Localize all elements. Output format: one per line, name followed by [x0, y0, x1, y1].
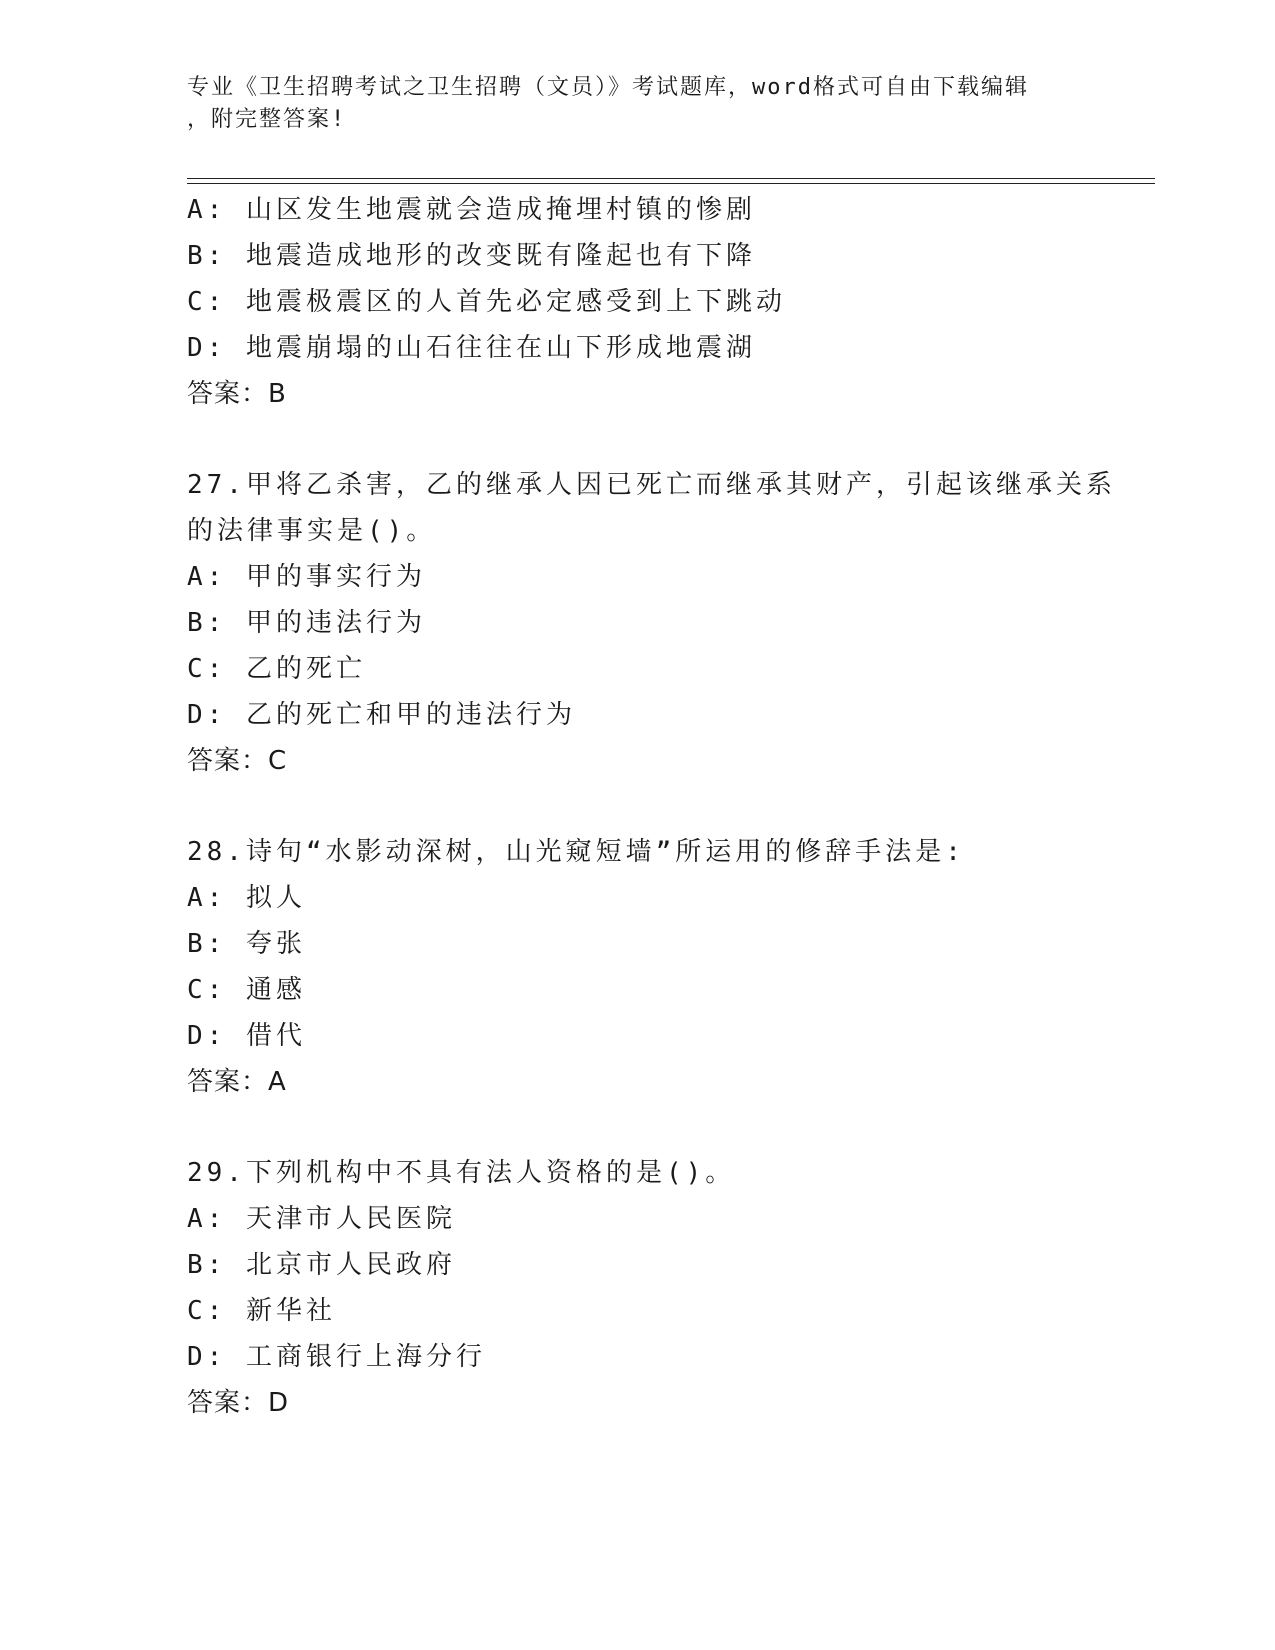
header-title-line2: ，附完整答案! — [187, 107, 347, 132]
question-text-line2: 的法律事实是()。 — [187, 516, 437, 546]
option-d: D: 借代 — [187, 1021, 306, 1051]
option-b: B: 甲的违法行为 — [187, 608, 426, 638]
document-header — [187, 72, 1067, 136]
question-27 — [187, 462, 1116, 784]
question-text: 29.下列机构中不具有法人资格的是()。 — [187, 1158, 736, 1188]
question-26 — [187, 187, 1087, 417]
option-d: D: 乙的死亡和甲的违法行为 — [187, 700, 576, 730]
question-28 — [187, 829, 1087, 1105]
answer: 答案：C — [187, 746, 288, 776]
answer: 答案：A — [187, 1067, 287, 1097]
option-c: C: 通感 — [187, 975, 306, 1005]
option-a: A: 天津市人民医院 — [187, 1204, 456, 1234]
option-b: B: 北京市人民政府 — [187, 1250, 456, 1280]
option-c: C: 地震极震区的人首先必定感受到上下跳动 — [187, 287, 786, 317]
option-a: A: 甲的事实行为 — [187, 562, 426, 592]
question-29 — [187, 1150, 1087, 1426]
option-d: D: 工商银行上海分行 — [187, 1342, 486, 1372]
option-a: A: 拟人 — [187, 883, 306, 913]
question-list — [187, 187, 1116, 1426]
option-d: D: 地震崩塌的山石往往在山下形成地震湖 — [187, 333, 756, 363]
header-divider-bottom — [187, 183, 1155, 184]
header-title-line1: 专业《卫生招聘考试之卫生招聘（文员）》考试题库，word格式可自由下载编辑 — [187, 75, 1029, 100]
option-b: B: 地震造成地形的改变既有隆起也有下降 — [187, 241, 756, 271]
option-a: A: 山区发生地震就会造成掩埋村镇的惨剧 — [187, 195, 756, 225]
question-text: 28.诗句“水影动深树，山光窥短墙”所运用的修辞手法是: — [187, 837, 965, 867]
answer: 答案：B — [187, 379, 287, 409]
header-divider-top — [187, 178, 1155, 179]
question-text-line1: 27.甲将乙杀害，乙的继承人因已死亡而继承其财产，引起该继承关系 — [187, 470, 1116, 500]
option-c: C: 乙的死亡 — [187, 654, 366, 684]
option-b: B: 夸张 — [187, 929, 306, 959]
option-c: C: 新华社 — [187, 1296, 336, 1326]
answer: 答案：D — [187, 1388, 290, 1418]
